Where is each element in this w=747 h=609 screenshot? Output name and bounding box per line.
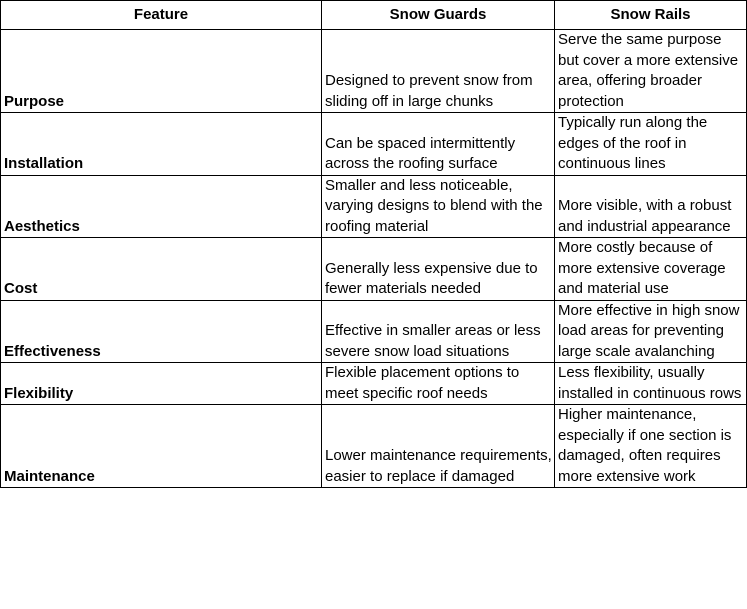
snow-guards-cell: Generally less expensive due to fewer materials needed — [322, 238, 555, 301]
snow-rails-cell: Higher maintenance, especially if one section is damaged, often requires more extensive work — [555, 405, 747, 488]
header-feature: Feature — [1, 1, 322, 30]
table-row — [1, 405, 747, 488]
snow-guards-cell: Effective in smaller areas or less severe snow load situations — [322, 300, 555, 363]
table-row — [1, 113, 747, 176]
snow-rails-cell: Typically run along the edges of the roof in continuous lines — [555, 113, 747, 176]
snow-guards-cell: Can be spaced intermittently across the roofing surface — [322, 113, 555, 176]
table-row — [1, 175, 747, 238]
feature-cell: Effectiveness — [1, 300, 322, 363]
table-body — [1, 30, 747, 488]
feature-cell: Installation — [1, 113, 322, 176]
table-header — [1, 1, 747, 30]
feature-cell: Purpose — [1, 30, 322, 113]
snow-rails-cell: More costly because of more extensive coverage and material use — [555, 238, 747, 301]
table-row — [1, 363, 747, 405]
feature-cell: Cost — [1, 238, 322, 301]
header-snow-guards: Snow Guards — [322, 1, 555, 30]
feature-cell: Aesthetics — [1, 175, 322, 238]
header-row — [1, 1, 747, 30]
table-row — [1, 30, 747, 113]
snow-guards-cell: Designed to prevent snow from sliding off in large chunks — [322, 30, 555, 113]
snow-guards-cell: Flexible placement options to meet specific roof needs — [322, 363, 555, 405]
table-row — [1, 300, 747, 363]
feature-cell: Flexibility — [1, 363, 322, 405]
snow-guards-cell: Lower maintenance requirements, easier to replace if damaged — [322, 405, 555, 488]
snow-rails-cell: More effective in high snow load areas for preventing large scale avalanching — [555, 300, 747, 363]
snow-rails-cell: Less flexibility, usually installed in continuous rows — [555, 363, 747, 405]
snow-guards-cell: Smaller and less noticeable, varying designs to blend with the roofing material — [322, 175, 555, 238]
snow-rails-cell: Serve the same purpose but cover a more extensive area, offering broader protection — [555, 30, 747, 113]
table-row — [1, 238, 747, 301]
feature-cell: Maintenance — [1, 405, 322, 488]
snow-rails-cell: More visible, with a robust and industrial appearance — [555, 175, 747, 238]
header-snow-rails: Snow Rails — [555, 1, 747, 30]
